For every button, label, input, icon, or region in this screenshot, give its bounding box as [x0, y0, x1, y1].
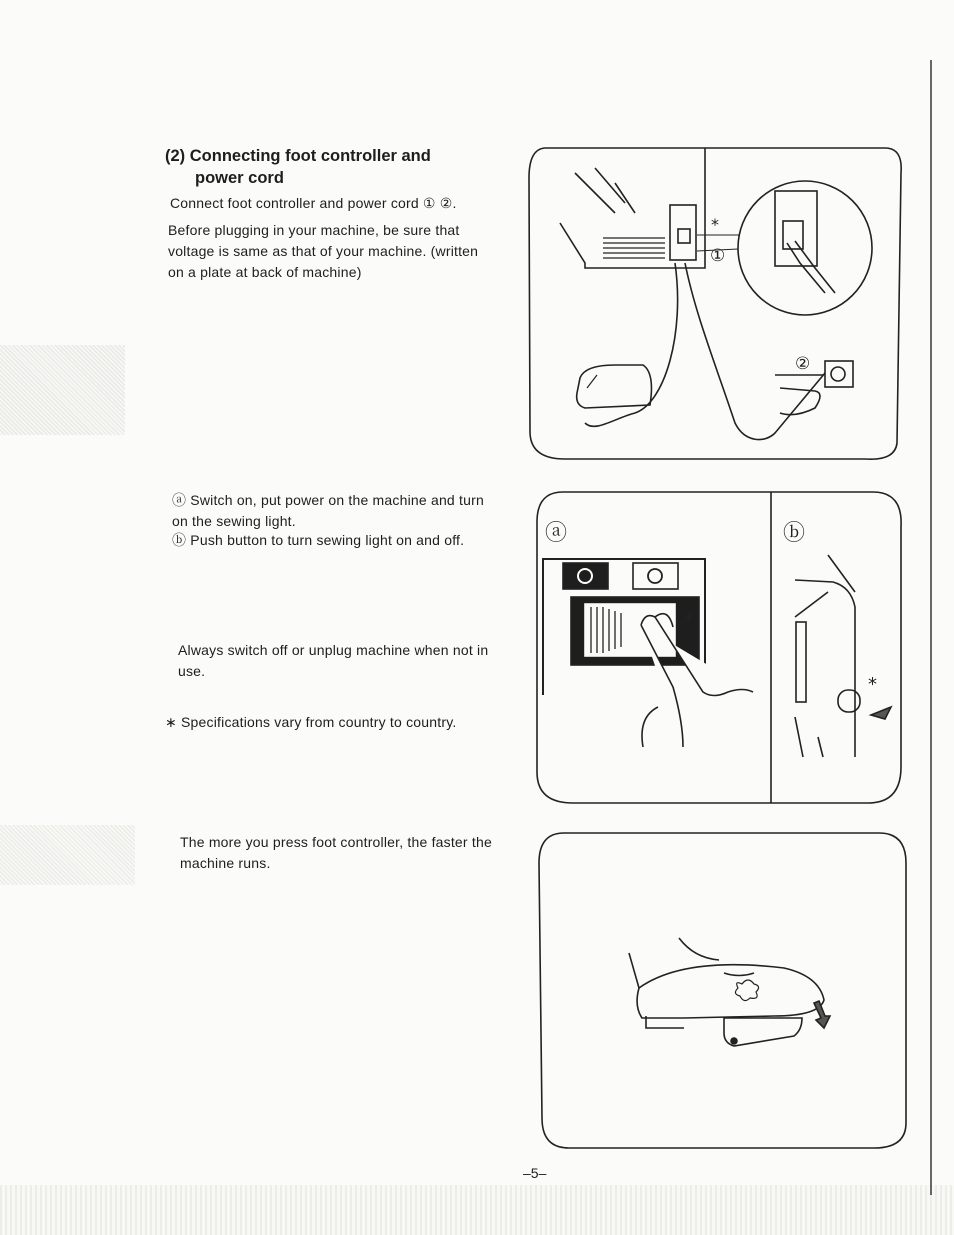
figure2-star-b: * — [868, 674, 877, 695]
figure1-label-two: ② — [795, 354, 811, 374]
machine-side-outline — [795, 580, 855, 757]
foot-controller-cord — [585, 263, 678, 426]
light-icon — [648, 569, 662, 583]
scan-noise-left-upper — [0, 345, 125, 435]
machine-edge-lines — [575, 168, 635, 213]
specifications-note: ∗ Specifications vary from country to country. — [165, 714, 457, 730]
shoe — [637, 965, 824, 1018]
wall-outlet — [825, 361, 853, 387]
thumb-outline — [642, 707, 658, 747]
section-number: (2) — [165, 147, 186, 165]
machine-socket-panel — [670, 205, 696, 260]
figure1-star-label: * — [711, 215, 719, 234]
machine-socket — [678, 229, 690, 243]
inset-panel — [775, 191, 817, 266]
page-number: –5– — [523, 1165, 547, 1181]
switch-on-instruction: ⓐ Switch on, put power on the machine and turn on the sewing light. — [172, 492, 484, 529]
figure1-label-one: ① — [710, 246, 726, 266]
figure-connect-cords — [525, 143, 905, 463]
light-button-instruction: ⓑ Push button to turn sewing light on and off. — [172, 532, 465, 548]
machine-vent-grille — [603, 238, 665, 258]
pedal-cord-jack — [731, 1038, 737, 1044]
page-edge-shadow — [930, 60, 932, 1195]
socket-magnified-inset — [738, 181, 872, 315]
power-icon-badge — [563, 563, 608, 589]
section-title-line2: power cord — [195, 169, 284, 187]
machine-side-edges — [795, 555, 855, 617]
speed-instruction: The more you press foot controller, the faster the machine runs. — [180, 834, 492, 871]
connect-instruction: Connect foot controller and power cord ① ②. — [170, 195, 457, 211]
figure2-label-a: ⓐ — [545, 521, 568, 546]
light-icon-badge — [633, 563, 678, 589]
arrow-icon — [871, 707, 891, 719]
scan-noise-left-lower — [0, 825, 135, 885]
section-title-line1: Connecting foot controller and — [189, 147, 431, 165]
hand-plugging — [775, 375, 823, 415]
figure-foot-press — [534, 828, 909, 1153]
voltage-check-instruction: Before plugging in your machine, be sure that voltage is same as that of your machine. (written on a plate at back of machine) — [168, 222, 479, 280]
safety-note: Always switch off or unplug machine when not in use. — [178, 642, 489, 679]
figure2-star-a: * — [683, 610, 694, 635]
scan-noise-bottom — [0, 1185, 954, 1235]
machine-hinge — [796, 622, 806, 702]
figure2-label-b: ⓑ — [783, 521, 806, 546]
foot-controller-detail — [587, 375, 597, 388]
light-push-button — [838, 690, 860, 712]
inset-socket — [783, 221, 803, 249]
machine-side-lines — [795, 717, 823, 757]
figure-switches — [533, 487, 908, 807]
outlet-socket — [831, 367, 845, 381]
section-heading — [165, 145, 431, 189]
